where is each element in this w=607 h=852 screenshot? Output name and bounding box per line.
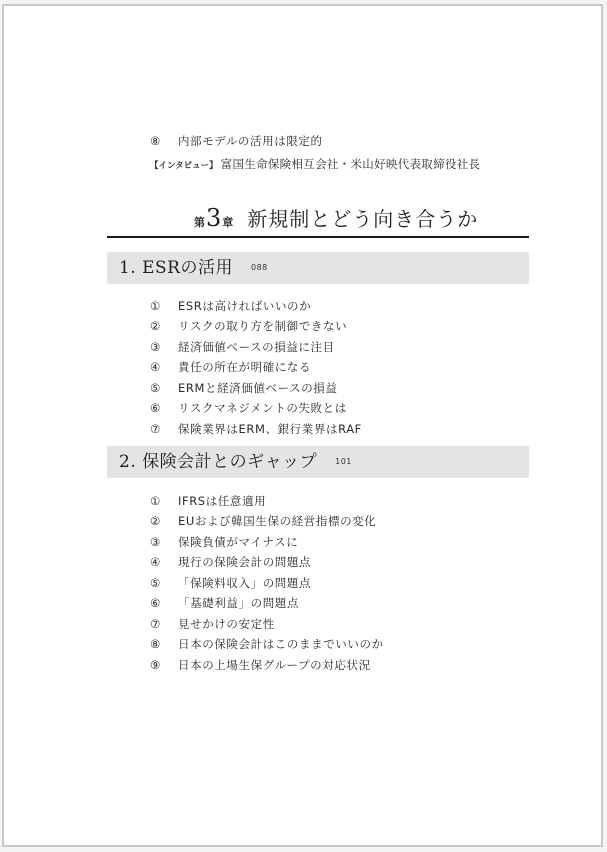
section-title-text: 2. 保険会計とのギャップ: [119, 452, 318, 472]
item-text: リスクマネジメントの失敗とは: [178, 401, 347, 415]
toc-item: [150, 379, 338, 397]
item-number: ②: [150, 514, 161, 528]
chapter-number: 3: [206, 204, 222, 232]
item-number: ⑤: [150, 381, 161, 395]
chapter-heading: [194, 202, 478, 234]
toc-item: [150, 656, 371, 674]
toc-page: [2, 4, 603, 847]
section-header: [107, 252, 529, 284]
item-number: ⑥: [150, 401, 161, 415]
chapter-rule: [107, 236, 529, 238]
interview-tag: 【インタビュー】: [150, 161, 218, 171]
section-page-number: 088: [250, 263, 268, 272]
item-number: ⑧: [150, 134, 161, 148]
section-title: [119, 252, 268, 284]
item-text: ESRは高ければいいのか: [178, 299, 312, 313]
toc-item: [150, 492, 266, 510]
section-page-number: 101: [335, 457, 352, 466]
item-number: ①: [150, 299, 161, 313]
chapter-title: 新規制とどう向き合うか: [247, 207, 479, 231]
item-text: 内部モデルの活用は限定的: [178, 134, 323, 148]
section-header: [107, 446, 529, 478]
item-text: 「基礎利益」の問題点: [178, 596, 299, 610]
item-number: ③: [150, 340, 161, 354]
toc-item: [150, 553, 311, 571]
item-number: ⑨: [150, 658, 161, 672]
item-text: 保険業界はERM、銀行業界はRAF: [178, 422, 362, 436]
toc-item: [150, 574, 311, 592]
item-text: 日本の上場生保グループの対応状況: [178, 658, 371, 672]
interview-text: 富国生命保険相互会社・米山好映代表取締役社長: [220, 157, 481, 171]
toc-item: [150, 399, 347, 417]
item-number: ②: [150, 319, 161, 333]
item-number: ③: [150, 535, 161, 549]
interview-entry: [150, 155, 480, 175]
item-text: 見せかけの安定性: [178, 617, 275, 631]
item-text: ERMと経済価値ベースの損益: [178, 381, 338, 395]
item-number: ①: [150, 494, 161, 508]
toc-item: [150, 635, 384, 653]
item-text: 保険負債がマイナスに: [178, 535, 299, 549]
toc-item: [150, 297, 311, 315]
section-title-text: 1. ESRの活用: [119, 258, 233, 278]
item-text: EUおよび韓国生保の経営指標の変化: [178, 514, 377, 528]
item-number: ⑦: [150, 617, 161, 631]
section-title: [119, 446, 352, 478]
item-text: 経済価値ベースの損益に注目: [178, 340, 335, 354]
toc-item: [150, 594, 299, 612]
item-text: リスクの取り方を制御できない: [178, 319, 348, 333]
item-number: ④: [150, 360, 161, 374]
item-number: ⑧: [150, 637, 161, 651]
chapter-suffix: 章: [222, 216, 234, 229]
chapter-prefix: 第: [194, 216, 205, 229]
toc-item: [150, 512, 376, 530]
item-number: ⑦: [150, 422, 161, 436]
item-number: ⑤: [150, 576, 161, 590]
item-text: IFRSは任意適用: [178, 494, 267, 508]
toc-item: [150, 317, 347, 335]
toc-item: [150, 338, 335, 356]
item-number: ⑥: [150, 596, 161, 610]
item-text: 日本の保険会計はこのままでいいのか: [178, 637, 384, 651]
item-text: 現行の保険会計の問題点: [178, 555, 312, 569]
item-text: 責任の所在が明確になる: [178, 360, 312, 374]
toc-item: [150, 615, 275, 633]
toc-item: [150, 358, 311, 376]
item-number: ④: [150, 555, 161, 569]
toc-item: [150, 533, 298, 551]
toc-item: [150, 420, 362, 438]
item-text: 「保険料収入」の問題点: [178, 576, 312, 590]
toc-item: [150, 132, 323, 150]
